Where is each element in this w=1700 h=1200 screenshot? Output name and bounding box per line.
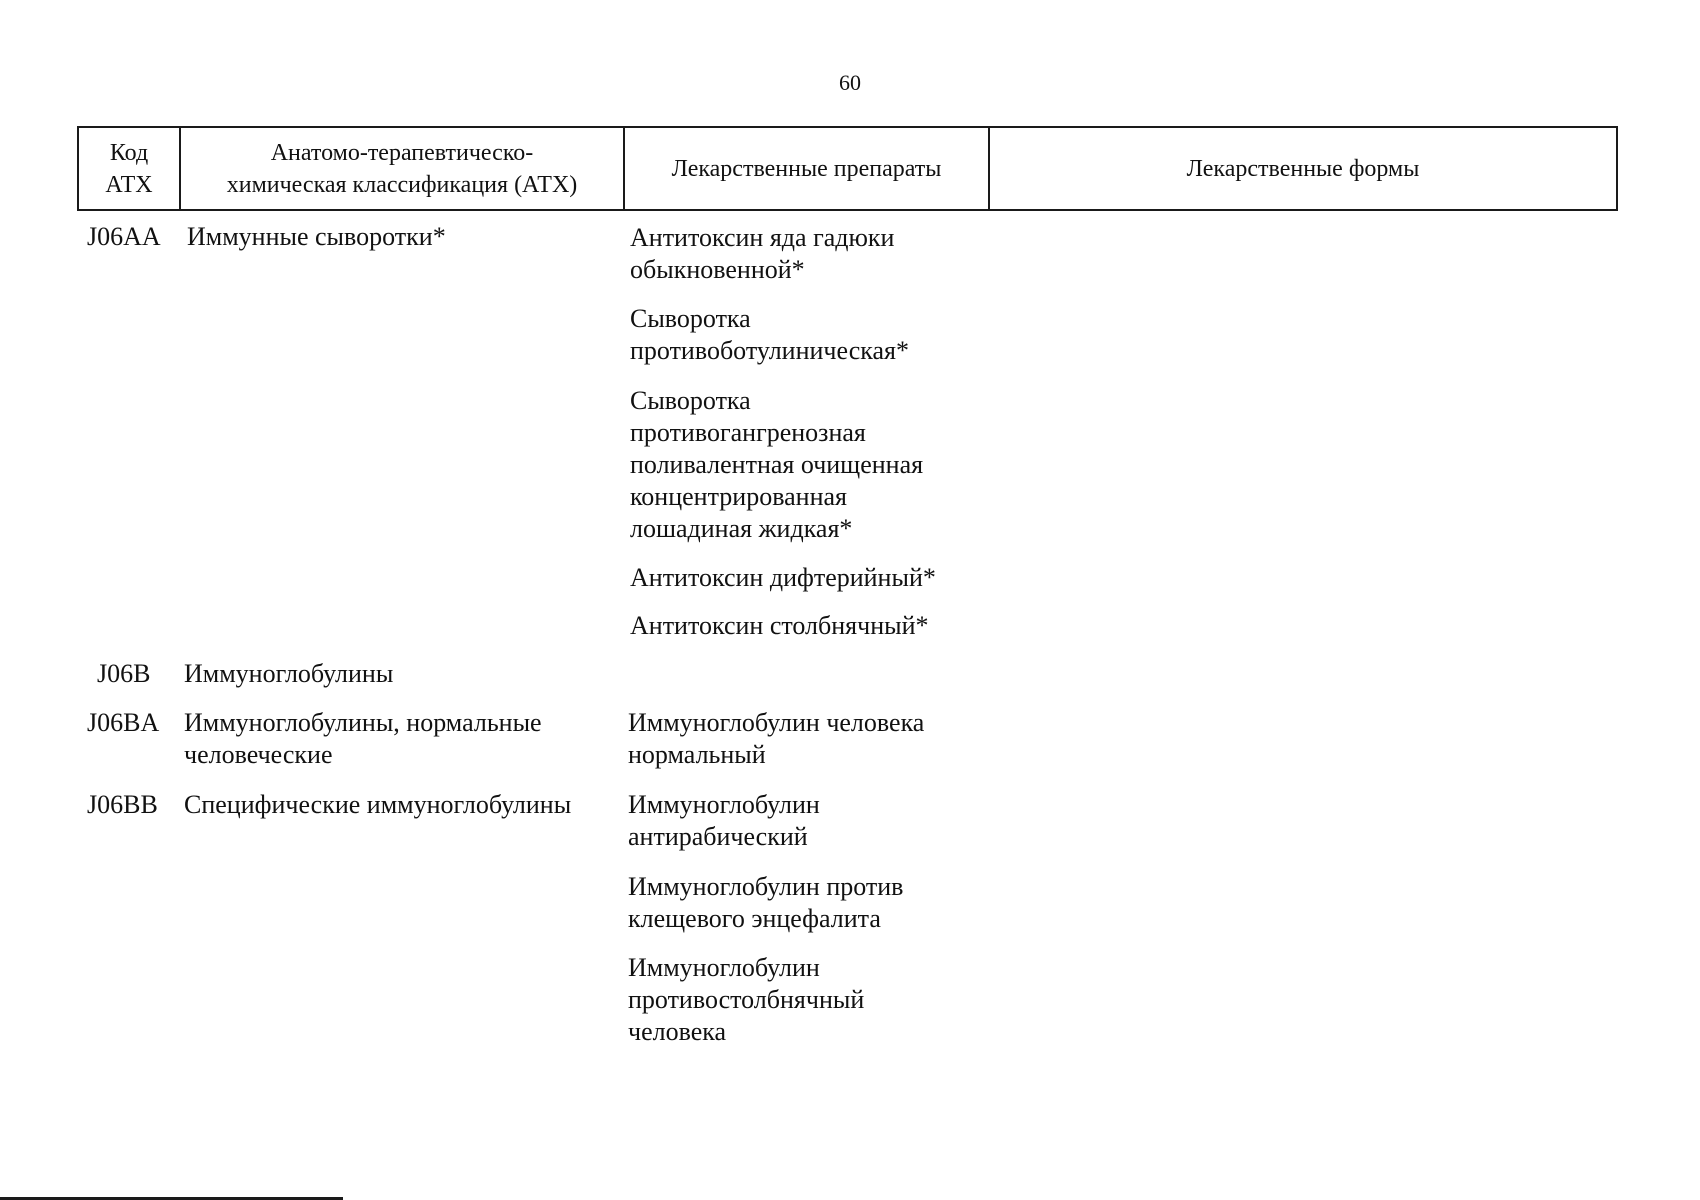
header-code-line-1: Код	[109, 139, 149, 166]
header-classification-line-2: химическая классификация (АТХ)	[226, 171, 578, 198]
preparation-line: противогангренозная	[630, 418, 866, 447]
header-preparations: Лекарственные препараты	[625, 128, 990, 209]
preparation-line: антирабический	[628, 822, 808, 851]
preparation-item	[630, 610, 929, 642]
header-code	[79, 128, 181, 209]
preparation-line: обыкновенной*	[630, 255, 805, 284]
preparation-line: противостолбнячный	[628, 985, 865, 1014]
header-classification-line-1: Анатомо-терапевтическо-	[270, 139, 534, 166]
preparation-line: Иммуноглобулин	[628, 790, 820, 819]
preparation-line: Антитоксин столбнячный*	[630, 611, 929, 640]
preparation-line: Сыворотка	[630, 304, 751, 333]
preparation-item	[630, 385, 923, 545]
preparation-line: Иммуноглобулин человека	[628, 708, 925, 737]
classification-line: Иммуноглобулины, нормальные	[184, 708, 542, 737]
header-forms: Лекарственные формы	[1186, 155, 1420, 182]
preparation-line: клещевого энцефалита	[628, 904, 881, 933]
row-code-j06ba: J06BA	[87, 708, 160, 737]
preparation-item	[630, 222, 894, 286]
preparation-line: концентрированная	[630, 482, 847, 511]
preparation-line: Сыворотка	[630, 386, 751, 415]
table-header	[77, 126, 1618, 211]
row-code-j06aa: J06AA	[87, 222, 161, 251]
header-classification	[181, 128, 625, 209]
preparation-line: Антитоксин яда гадюки	[630, 223, 895, 252]
classification-line: человеческие	[184, 740, 333, 769]
preparation-line: поливалентная очищенная	[630, 450, 924, 479]
preparation-line: Антитоксин дифтерийный*	[630, 563, 936, 592]
preparation-line: человека	[628, 1017, 727, 1046]
classification-line: Иммуноглобулины	[184, 659, 394, 688]
row-classification-j06bb	[184, 789, 571, 821]
preparation-item	[628, 871, 903, 935]
page-number: 60	[839, 70, 861, 95]
preparation-line: Иммуноглобулин против	[628, 872, 904, 901]
preparation-line: противоботулиническая*	[630, 336, 909, 365]
preparation-item	[628, 952, 864, 1048]
preparation-item	[628, 707, 924, 771]
row-classification-j06aa	[187, 221, 446, 253]
preparation-item	[630, 303, 909, 367]
preparation-line: лошадиная жидкая*	[630, 514, 853, 543]
row-code-j06bb: J06BB	[87, 790, 158, 819]
preparation-item	[630, 562, 936, 594]
header-code-line-2: АТХ	[105, 171, 153, 198]
classification-line: Иммунные сыворотки*	[187, 222, 446, 251]
preparation-line: Иммуноглобулин	[628, 953, 820, 982]
classification-line: Специфические иммуноглобулины	[184, 790, 572, 819]
row-classification-j06b	[184, 658, 393, 690]
row-classification-j06ba	[184, 707, 542, 771]
preparation-line: нормальный	[628, 740, 766, 769]
preparation-item	[628, 789, 820, 853]
row-code-j06b: J06B	[97, 659, 151, 688]
